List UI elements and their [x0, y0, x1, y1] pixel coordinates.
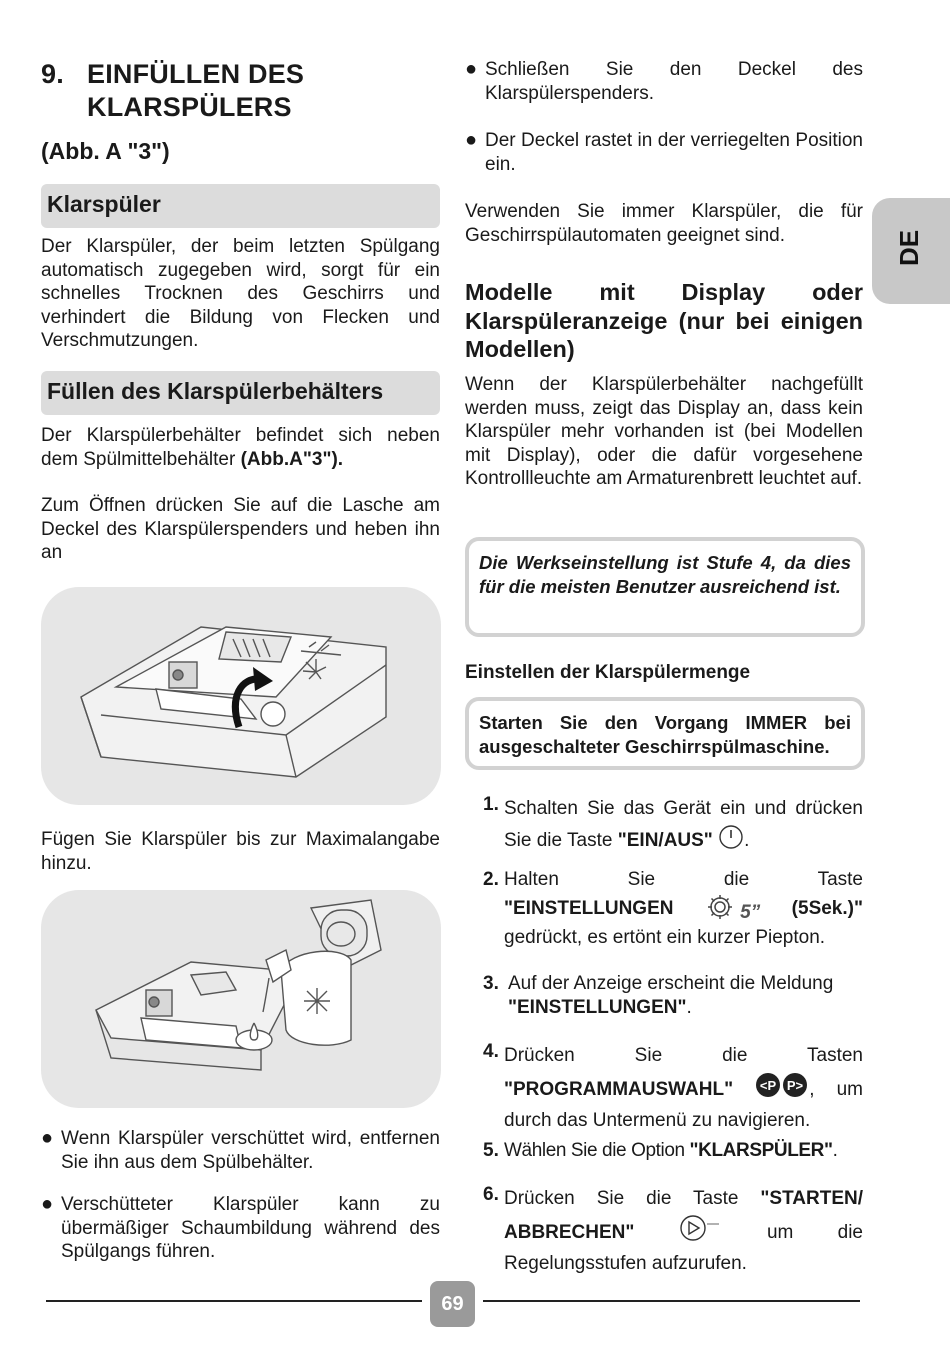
prog-left-icon [755, 1071, 809, 1099]
step-1-post: . [744, 830, 750, 851]
section-number: 9. [41, 59, 64, 89]
step-1-bold: "EIN/AUS" [617, 830, 713, 851]
left-bullet-2 [41, 1193, 440, 1265]
right-bullet-1 [465, 58, 863, 108]
left-bullet-1-text: Wenn Klarspüler verschüttet wird, entfernen Sie ihn aus dem Spülbehälter. [61, 1128, 440, 1173]
step-4-post: , um durch das Untermenü zu navigieren. [504, 1079, 864, 1131]
fuellen-text2: Zum Öffnen drücken Sie auf die Lasche am Deckel des Klarspülerspenders und heben ihn an [41, 495, 440, 564]
step-number: 3. [483, 973, 499, 994]
modelle-text: Wenn der Klarspülerbehälter nachgefüllt werden muss, zeigt das Display an, dass kein Klarspüler mehr vorhanden ist (bei Modellen mit Display), oder die dafür vorgesehene Kontrollleuchte am Armaturenbrett leuchtet auf. [465, 374, 863, 490]
left-bullet-2-text: Verschütteter Klarspüler kann zu übermäßiger Schaumbildung während des Spülgangs führen. [61, 1194, 440, 1263]
step-number: 2. [483, 869, 499, 890]
note-box: Die Werkseinstellung ist Stufe 4, da dies für die meisten Benutzer ausreichend ist. [465, 537, 865, 637]
bullet-dot: ● [465, 58, 478, 80]
section-title [41, 58, 304, 124]
step-number: 5. [483, 1140, 499, 1161]
step-3-pre: Auf der Anzeige erscheint die Meldung [508, 973, 834, 994]
power-icon [718, 824, 744, 850]
heading-fuellen: Füllen des Klarspülerbehälters [41, 371, 440, 415]
step-2-bold2: (5Sek.)" [791, 897, 863, 919]
step-5-pre: Wählen Sie die Option [504, 1140, 690, 1161]
step-2-line1 [504, 868, 863, 892]
step-5-post: . [832, 1140, 838, 1161]
right-bullet-1-text: Schließen Sie den Deckel des Klarspülerspenders. [485, 59, 863, 104]
bullet-dot: ● [41, 1127, 54, 1149]
bullet-dot: ● [41, 1193, 54, 1215]
heading-einstellen: Einstellen der Klarspülermenge [465, 662, 751, 683]
fuellen-text1 [41, 424, 440, 471]
step-2-line2 [504, 892, 863, 926]
step-6 [483, 1183, 863, 1274]
step-2-text [504, 868, 863, 949]
step-4 [483, 1040, 864, 1131]
figure-fill-rinse-aid [41, 890, 441, 1108]
left-bullet-1 [41, 1127, 440, 1177]
step-number: 4. [483, 1041, 499, 1062]
section-title-line2: KLARSPÜLERS [87, 92, 292, 122]
footer-line-left [46, 1300, 422, 1302]
bottle-fill-illustration [41, 890, 441, 1108]
step-6-post: um die Regelungsstufen aufzurufen. [504, 1222, 863, 1274]
svg-text:P>: P> [787, 1078, 804, 1093]
right-bullet-2 [465, 129, 863, 179]
figure-reference: (Abb. A "3") [41, 138, 170, 164]
step-3 [483, 972, 863, 1022]
footer-line-right [483, 1300, 860, 1302]
step-6-text [504, 1183, 863, 1279]
fuellen-text3: Fügen Sie Klarspüler bis zur Maximalangabe hinzu. [41, 829, 440, 874]
heading-klarspueler: Klarspüler [41, 184, 440, 228]
fuellen-text1-bold: (Abb.A"3"). [240, 448, 344, 470]
step-4-text [504, 1040, 863, 1136]
right-bullet-2-text: Der Deckel rastet in der verriegelten Position ein. [485, 130, 863, 175]
svg-text:<P: <P [760, 1078, 777, 1093]
step-5 [483, 1139, 863, 1169]
klarspueler-text: Der Klarspüler, der beim letzten Spülgang automatisch zugegeben wird, sorgt für ein schnelles Trocknen des Geschirrs und verhindert die Bildung von Flecken und Verschmutzungen. [41, 236, 440, 352]
step-2-bold: "EINSTELLUNGEN [504, 897, 674, 919]
step-3-bold: "EINSTELLUNGEN" [508, 996, 687, 1018]
dispenser-open-illustration [41, 587, 441, 805]
use-text: Verwenden Sie immer Klarspüler, die für Geschirrspülautomaten geeignet sind. [465, 201, 863, 246]
figure-open-lid [41, 587, 441, 805]
step-5-bold: "KLARSPÜLER" [689, 1140, 833, 1161]
language-tab-label: DE [894, 229, 924, 266]
step-3-post: . [686, 996, 692, 1018]
step-5-text [504, 1139, 863, 1163]
section-title-line1: EINFÜLLEN DES [87, 59, 305, 89]
step-1 [483, 793, 863, 851]
step-3-text [504, 972, 863, 1019]
step-4-pre: Drücken Sie die Tasten [504, 1045, 863, 1066]
step-1-text [504, 793, 863, 856]
step-2-post: gedrückt, es ertönt ein kurzer Piepton. [504, 926, 826, 948]
gear-icon [705, 892, 735, 922]
start-icon [679, 1214, 723, 1242]
bullet-dot: ● [465, 129, 478, 151]
step-4-bold: "PROGRAMMAUSWAHL" [504, 1079, 734, 1100]
fuellen-text1-pre: Der Klarspülerbehälter befindet sich neben dem Spülmittelbehälter [41, 425, 440, 470]
page-number: 69 [430, 1281, 475, 1327]
step-2-seconds: 5” [740, 902, 761, 924]
step-2-pre: Halten Sie die Taste [504, 869, 863, 890]
warning-box: Starten Sie den Vorgang IMMER bei ausgeschalteter Geschirrspülmaschine. [465, 697, 865, 770]
step-2-icon-group [705, 892, 760, 925]
step-6-bold: "STARTEN/ ABBRECHEN" [504, 1188, 863, 1243]
heading-modelle: Modelle mit Display oder Klarspüleranzeige (nur bei einigen Modellen) [465, 279, 863, 362]
step-2 [483, 868, 863, 958]
step-number: 1. [483, 794, 499, 815]
language-tab [872, 198, 950, 304]
step-number: 6. [483, 1184, 499, 1205]
step-1-pre: Schalten Sie das Gerät ein und drücken Sie die Taste [504, 798, 863, 851]
step-6-pre: Drücken Sie die Taste [504, 1188, 761, 1209]
